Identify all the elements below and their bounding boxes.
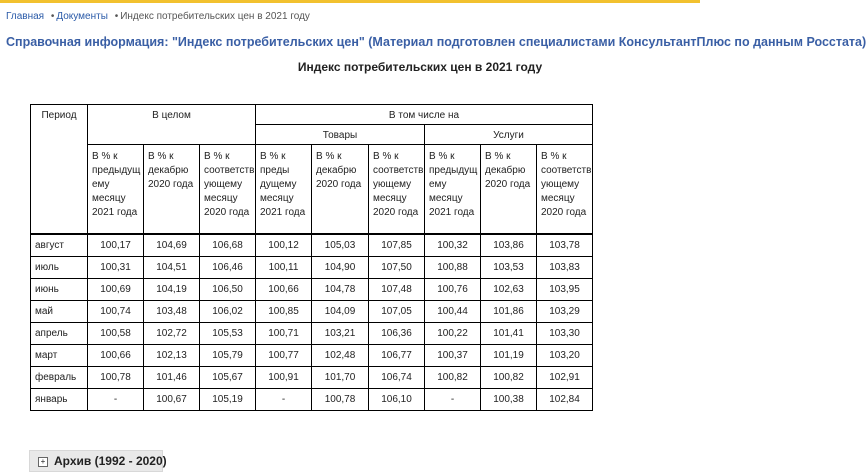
value-cell: 106,36 — [369, 323, 425, 345]
value-cell: 100,44 — [425, 301, 481, 323]
value-cell: 100,11 — [256, 257, 312, 279]
value-cell: 102,91 — [537, 367, 593, 389]
value-cell: 106,50 — [200, 279, 256, 301]
value-cell: 105,79 — [200, 345, 256, 367]
value-cell: 103,30 — [537, 323, 593, 345]
value-cell: 107,05 — [369, 301, 425, 323]
value-cell: 100,32 — [425, 234, 481, 257]
value-cell: 103,86 — [481, 234, 537, 257]
period-cell: январь — [31, 389, 88, 411]
value-cell: 104,78 — [312, 279, 369, 301]
value-cell: 102,13 — [144, 345, 200, 367]
column-subheader: В % к декабрю 2020 года — [312, 145, 369, 235]
breadcrumb — [6, 11, 310, 22]
total-header: В целом — [88, 105, 256, 145]
column-subheader: В % к соответств ующему месяцу 2020 года — [200, 145, 256, 235]
column-subheader: В % к декабрю 2020 года — [144, 145, 200, 235]
value-cell: 100,78 — [312, 389, 369, 411]
value-cell: 103,20 — [537, 345, 593, 367]
period-cell: май — [31, 301, 88, 323]
period-header: Период — [31, 105, 88, 235]
value-cell: 104,19 — [144, 279, 200, 301]
value-cell: 105,67 — [200, 367, 256, 389]
table-row — [31, 279, 593, 301]
value-cell: 100,67 — [144, 389, 200, 411]
value-cell: 106,10 — [369, 389, 425, 411]
goods-header: Товары — [256, 125, 425, 145]
value-cell: 106,46 — [200, 257, 256, 279]
value-cell: 100,78 — [88, 367, 144, 389]
table-row — [31, 301, 593, 323]
value-cell: 100,69 — [88, 279, 144, 301]
value-cell: 100,17 — [88, 234, 144, 257]
value-cell: 102,63 — [481, 279, 537, 301]
value-cell: 100,77 — [256, 345, 312, 367]
value-cell: 105,19 — [200, 389, 256, 411]
value-cell: 102,48 — [312, 345, 369, 367]
column-subheader: В % к соответств ующему месяцу 2020 года — [537, 145, 593, 235]
value-cell: 100,82 — [481, 367, 537, 389]
value-cell: 100,31 — [88, 257, 144, 279]
value-cell: 100,76 — [425, 279, 481, 301]
period-cell: апрель — [31, 323, 88, 345]
value-cell: 106,02 — [200, 301, 256, 323]
value-cell: 103,21 — [312, 323, 369, 345]
value-cell: 100,74 — [88, 301, 144, 323]
column-subheader: В % к предыдущ ему месяцу 2021 года — [425, 145, 481, 235]
top-accent-bar — [0, 0, 700, 3]
value-cell: 103,95 — [537, 279, 593, 301]
value-cell: 100,38 — [481, 389, 537, 411]
value-cell: 100,91 — [256, 367, 312, 389]
table-row — [31, 389, 593, 411]
value-cell: 100,88 — [425, 257, 481, 279]
value-cell: 101,86 — [481, 301, 537, 323]
value-cell: - — [88, 389, 144, 411]
period-cell: июнь — [31, 279, 88, 301]
table-row — [31, 257, 593, 279]
column-subheader: В % к предыдущ ему месяцу 2021 года — [88, 145, 144, 235]
value-cell: 106,77 — [369, 345, 425, 367]
value-cell: 104,90 — [312, 257, 369, 279]
value-cell: 101,70 — [312, 367, 369, 389]
value-cell: - — [425, 389, 481, 411]
column-subheader: В % к декабрю 2020 года — [481, 145, 537, 235]
table-row — [31, 367, 593, 389]
value-cell: 100,58 — [88, 323, 144, 345]
value-cell: 100,12 — [256, 234, 312, 257]
value-cell: 100,82 — [425, 367, 481, 389]
period-cell: февраль — [31, 367, 88, 389]
breadcrumb-home-link[interactable]: Главная — [6, 11, 45, 22]
value-cell: 100,22 — [425, 323, 481, 345]
breadcrumb-current: Индекс потребительских цен в 2021 году — [120, 11, 310, 22]
table-row — [31, 323, 593, 345]
value-cell: 107,48 — [369, 279, 425, 301]
value-cell: 102,84 — [537, 389, 593, 411]
value-cell: 100,66 — [88, 345, 144, 367]
breadcrumb-separator: • — [50, 11, 55, 22]
value-cell: 104,09 — [312, 301, 369, 323]
value-cell: 105,53 — [200, 323, 256, 345]
services-header: Услуги — [425, 125, 593, 145]
value-cell: 103,29 — [537, 301, 593, 323]
table-row — [31, 234, 593, 257]
value-cell: 104,51 — [144, 257, 200, 279]
cpi-table — [30, 104, 593, 411]
period-cell: август — [31, 234, 88, 257]
column-subheader: В % к соответств ующему месяцу 2020 года — [369, 145, 425, 235]
breadcrumb-documents-link[interactable]: Документы — [56, 11, 108, 22]
archive-toggle[interactable] — [29, 450, 167, 472]
value-cell: 107,85 — [369, 234, 425, 257]
value-cell: 100,85 — [256, 301, 312, 323]
value-cell: 106,74 — [369, 367, 425, 389]
value-cell: 101,41 — [481, 323, 537, 345]
page-title: Справочная информация: "Индекс потребительских цен" (Материал подготовлен специалистами КонсультантПлюс по данным Росстата) — [6, 35, 866, 49]
value-cell: 101,19 — [481, 345, 537, 367]
value-cell: 107,50 — [369, 257, 425, 279]
value-cell: 103,48 — [144, 301, 200, 323]
value-cell: 101,46 — [144, 367, 200, 389]
period-cell: июль — [31, 257, 88, 279]
value-cell: 104,69 — [144, 234, 200, 257]
value-cell: - — [256, 389, 312, 411]
including-header: В том числе на — [256, 105, 593, 125]
value-cell: 100,71 — [256, 323, 312, 345]
value-cell: 106,68 — [200, 234, 256, 257]
column-subheader: В % к преды дущему месяцу 2021 года — [256, 145, 312, 235]
plus-icon: + — [38, 457, 48, 467]
value-cell: 105,03 — [312, 234, 369, 257]
value-cell: 103,83 — [537, 257, 593, 279]
value-cell: 100,37 — [425, 345, 481, 367]
document-title: Индекс потребительских цен в 2021 году — [297, 60, 543, 74]
value-cell: 100,66 — [256, 279, 312, 301]
value-cell: 103,78 — [537, 234, 593, 257]
value-cell: 102,72 — [144, 323, 200, 345]
table-row — [31, 345, 593, 367]
period-cell: март — [31, 345, 88, 367]
archive-label: Архив (1992 - 2020) — [54, 454, 167, 468]
breadcrumb-separator: • — [114, 11, 119, 22]
value-cell: 103,53 — [481, 257, 537, 279]
